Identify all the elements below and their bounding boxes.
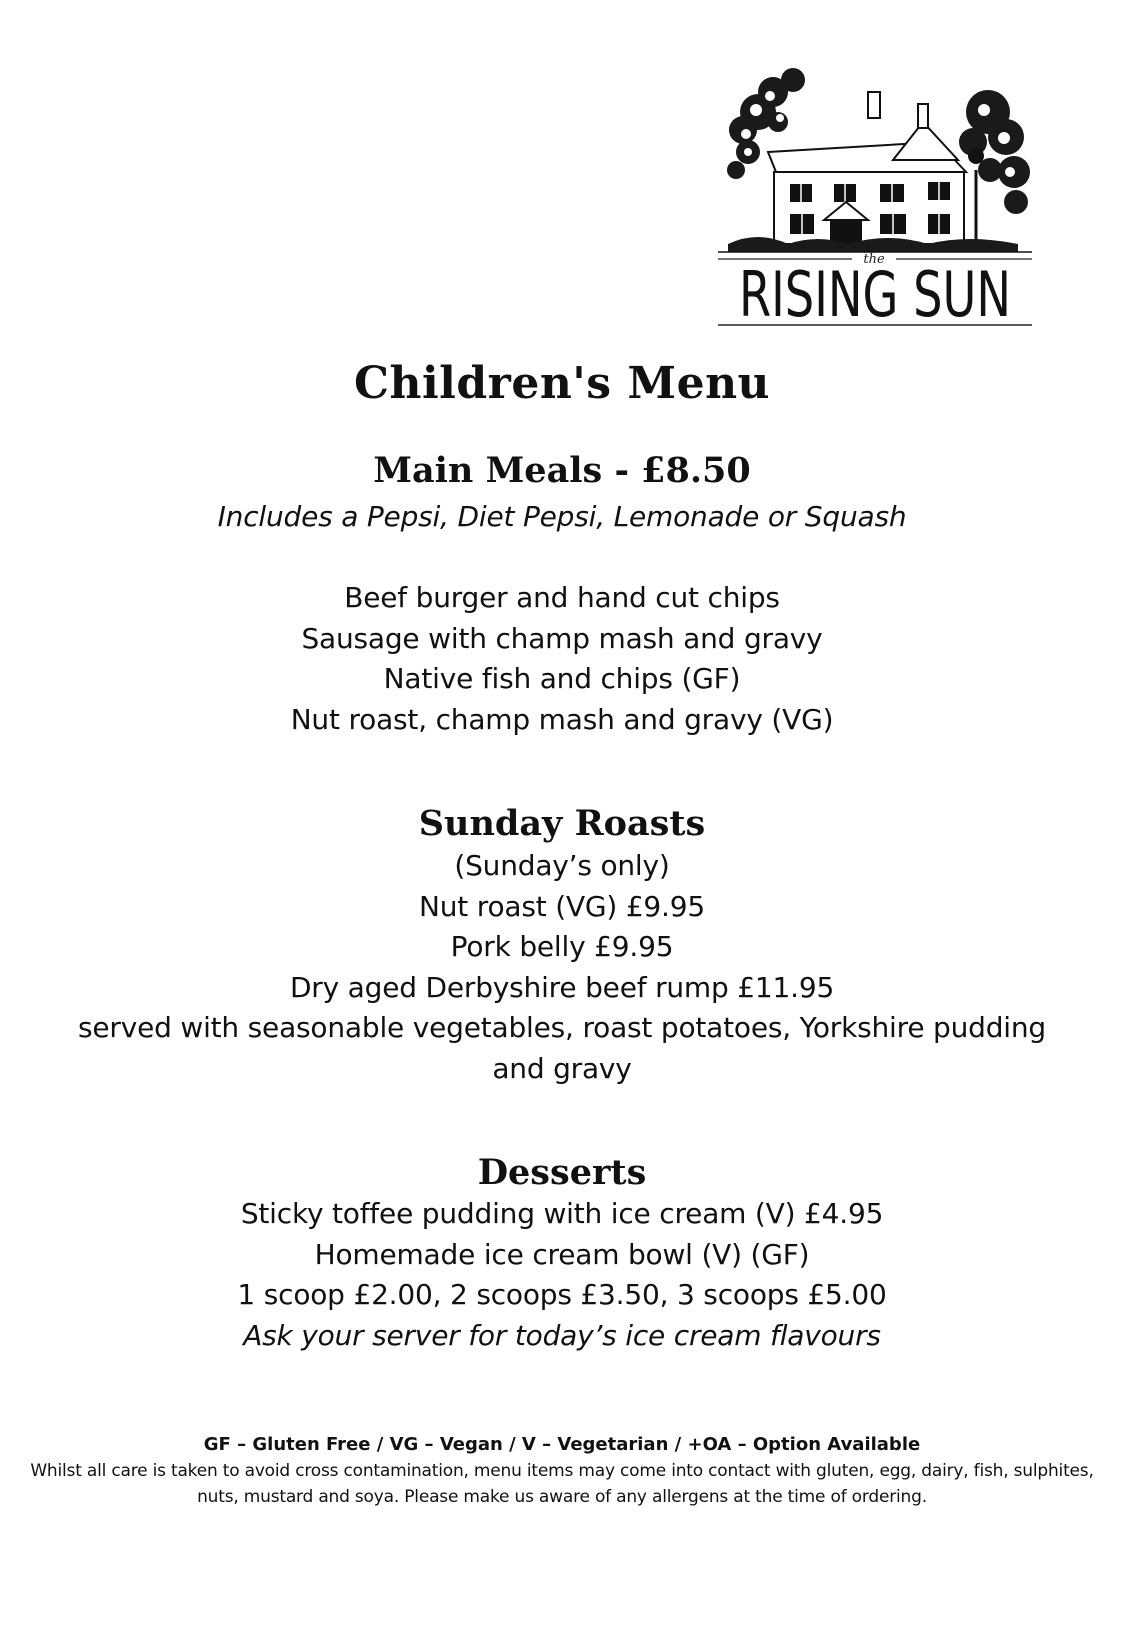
menu-item: Sticky toffee pudding with ice cream (V) £4.95 — [240, 1197, 884, 1230]
menu-item: Dry aged Derbyshire beef rump £11.95 — [289, 970, 835, 1004]
allergen-notice: Whilst all care is taken to avoid cross contamination, menu items may come into contact with gluten, egg, dairy, fish, sulphites, nuts, mustard and soya. Please make us aware of any allergens at the time of ordering. — [30, 1461, 1094, 1507]
desserts-list — [0, 1194, 1124, 1356]
main-meals-list — [0, 578, 1124, 740]
desserts-heading: Desserts — [477, 1152, 647, 1193]
menu-item: Beef burger and hand cut chips — [344, 581, 780, 614]
ice-cream-flavours-note: Ask your server for today’s ice cream flavours — [243, 1318, 881, 1352]
sunday-roasts-list — [0, 846, 1124, 1089]
menu-item: Native fish and chips (GF) — [383, 662, 741, 695]
menu-item: Pork belly £9.95 — [450, 930, 674, 963]
main-meals-drink-note: Includes a Pepsi, Diet Pepsi, Lemonade or Squash — [217, 500, 907, 533]
logo-name-text: RISING SUN — [739, 258, 1011, 331]
menu-item: Nut roast, champ mash and gravy (VG) — [290, 702, 834, 736]
menu-item: Nut roast (VG) £9.95 — [419, 889, 705, 923]
logo-small-text: the — [863, 252, 885, 267]
dietary-legend: GF – Gluten Free / VG – Vegan / V – Vegetarian / +OA – Option Available — [203, 1434, 921, 1455]
menu-item: (Sunday’s only) — [454, 849, 670, 882]
roast-served-with-note: served with seasonable vegetables, roast potatoes, Yorkshire pudding and gravy — [77, 1011, 1047, 1085]
menu-item: 1 scoop £2.00, 2 scoops £3.50, 3 scoops £5.00 — [237, 1278, 887, 1311]
menu-item: Homemade ice cream bowl (V) (GF) — [314, 1237, 810, 1271]
menu-item: Sausage with champ mash and gravy — [301, 621, 823, 655]
main-meals-heading: Main Meals - £8.50 — [373, 450, 751, 491]
sunday-roasts-heading: Sunday Roasts — [418, 803, 706, 844]
pub-building-illustration — [718, 52, 1032, 342]
rising-sun-logo — [718, 52, 1032, 342]
page-title: Children's Menu — [353, 358, 771, 409]
